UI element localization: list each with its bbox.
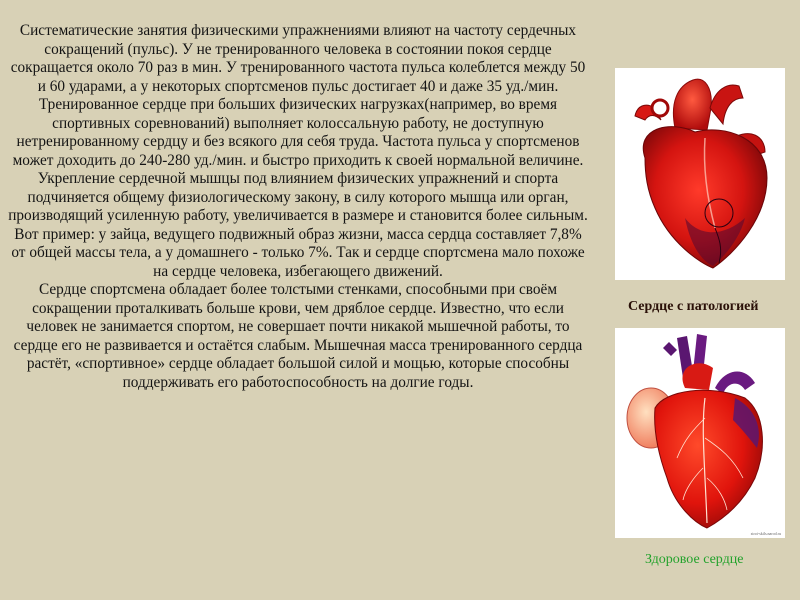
image-watermark: stroi-skils.narod.ru: [750, 531, 781, 536]
pathological-heart-icon: [615, 68, 785, 280]
healthy-heart-image: [615, 328, 785, 538]
healthy-heart-icon: [615, 328, 785, 538]
pathological-heart-caption: Сердце с патологией: [628, 299, 759, 314]
paragraph-pulse: Систематические занятия физическими упражнениями влияют на частоту сердечных сокращений (пульс). У не тренированного человека в состоянии покоя сердце сокращается около 70 раз в мин. У тренированного частота пульса колеблется между 50 и 60 ударами, а у некоторых спортсменов пульс достигает 40 и даже 35 уд./мин.: [10, 22, 586, 95]
pathological-heart-image: [615, 68, 785, 280]
paragraph-trained-heart: Тренированное сердце при больших физических нагрузках(например, во время спортивных соревнований) выполняет колоссальную работу, не доступную нетренированному сердцу и без всякого для себя труда. Частота пульса у спортсменов может доходить до 240-280 уд./мин. и быстро приходить к своей нормальной величине. Укрепление сердечной мышцы под влиянием физических упражнений и спорта подчиняется общему физиологическому закону, в силу которого мышца или орган, производящий усиленную работу, увеличивается в размере и становится более сильным. Вот пример: у зайца, ведущего подвижный образ жизни, масса сердца составляет 7,8% от общей массы тела, а у домашнего - только 7%. Так и сердце спортсмена мало похоже на сердце человека, избегающего движений.: [8, 96, 588, 280]
body-text: [8, 22, 588, 392]
paragraph-athlete-heart: Сердце спортсмена обладает более толстыми стенками, способными при своём сокращении проталкивать больше крови, чем дряблое сердце. Известно, что если человек не занимается спортом, не совершает почти никакой мышечной работы, то сердце его не развивается и остаётся слабым. Мышечная масса тренированного сердца растёт, «спортивное» сердце обладает большой силой и мощью, которые способны поддерживать его работоспособность на долгие годы.: [13, 281, 583, 391]
healthy-heart-caption: Здоровое сердце: [645, 552, 744, 567]
